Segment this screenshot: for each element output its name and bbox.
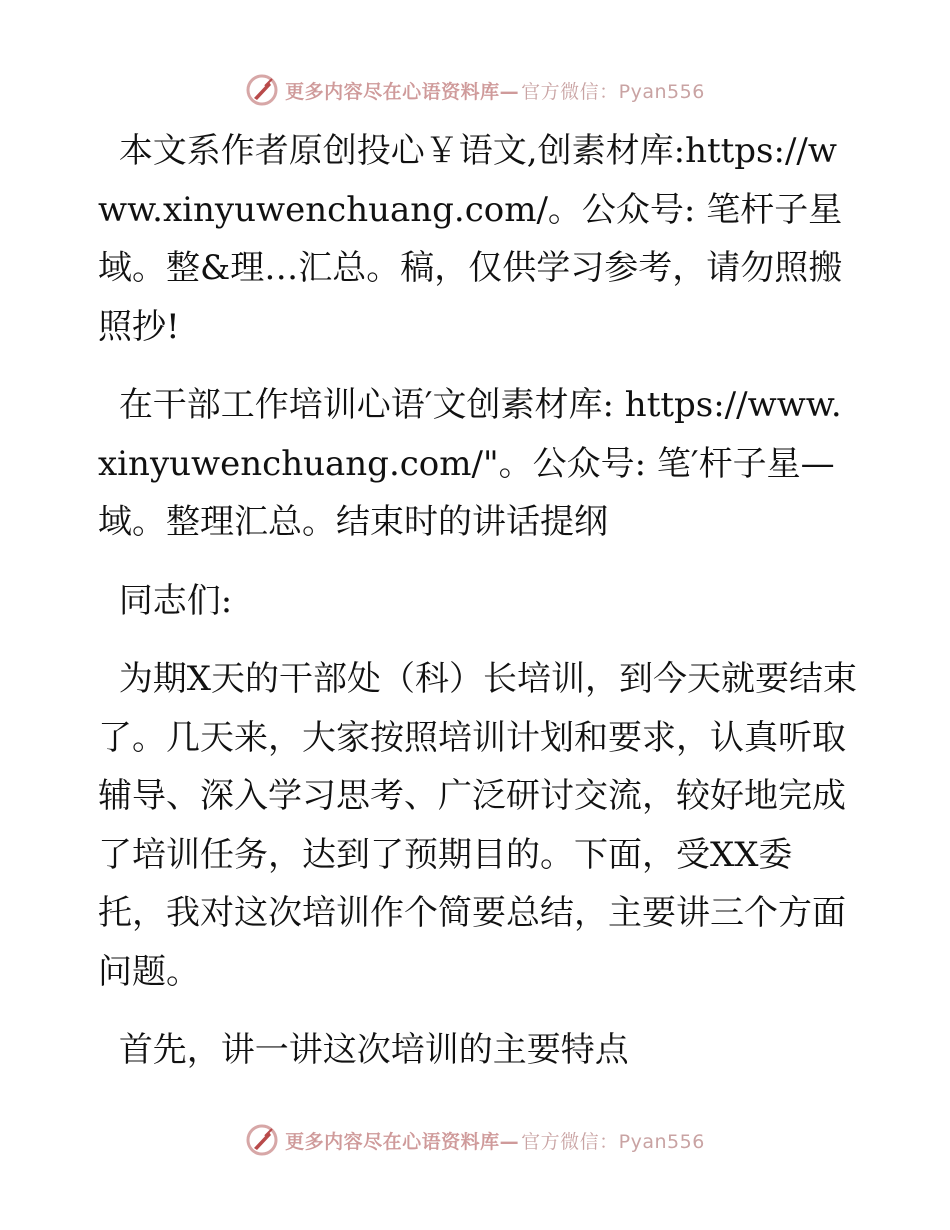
- banner-title: 更多内容尽在心语资料库—: [285, 1130, 520, 1153]
- quill-logo-icon: [245, 1123, 279, 1157]
- paragraph-intro: 为期X天的干部处（科）长培训，到今天就要结束了。几天来，大家按照培训计划和要求，认真听取辅导、深入学习思考、广泛研讨交流，较好地完成了培训任务，达到了预期目的。下面，受XX委托，我对这次培训作个简要总结，主要讲三个方面问题。: [98, 659, 858, 992]
- banner-wechat: 官方微信：Pyan556: [521, 80, 705, 103]
- banner-title: 更多内容尽在心语资料库—: [285, 80, 520, 103]
- header-banner: [0, 70, 950, 110]
- document-body: [98, 122, 858, 1100]
- quill-logo-icon: [245, 73, 279, 107]
- paragraph-greeting: 同志们:: [108, 580, 233, 621]
- banner-wechat: 官方微信：Pyan556: [521, 1130, 705, 1153]
- paragraph-source-note-2: 在干部工作培训心语′文创素材库: https://www.xinyuwenchuang.com/"。公众号: 笔′杆子星—域。整理汇总。结束时的讲话提纲: [98, 385, 842, 542]
- paragraph-section-heading: 首先，讲一讲这次培训的主要特点: [108, 1030, 629, 1070]
- paragraph-source-note-1: 本文系作者原创投心￥语文,创素材库:https://www.xinyuwenchuang.com/。公众号: 笔杆子星域。整&理…汇总。稿，仅供学习参考，请勿照搬照抄!: [98, 131, 843, 347]
- footer-banner: [0, 1120, 950, 1160]
